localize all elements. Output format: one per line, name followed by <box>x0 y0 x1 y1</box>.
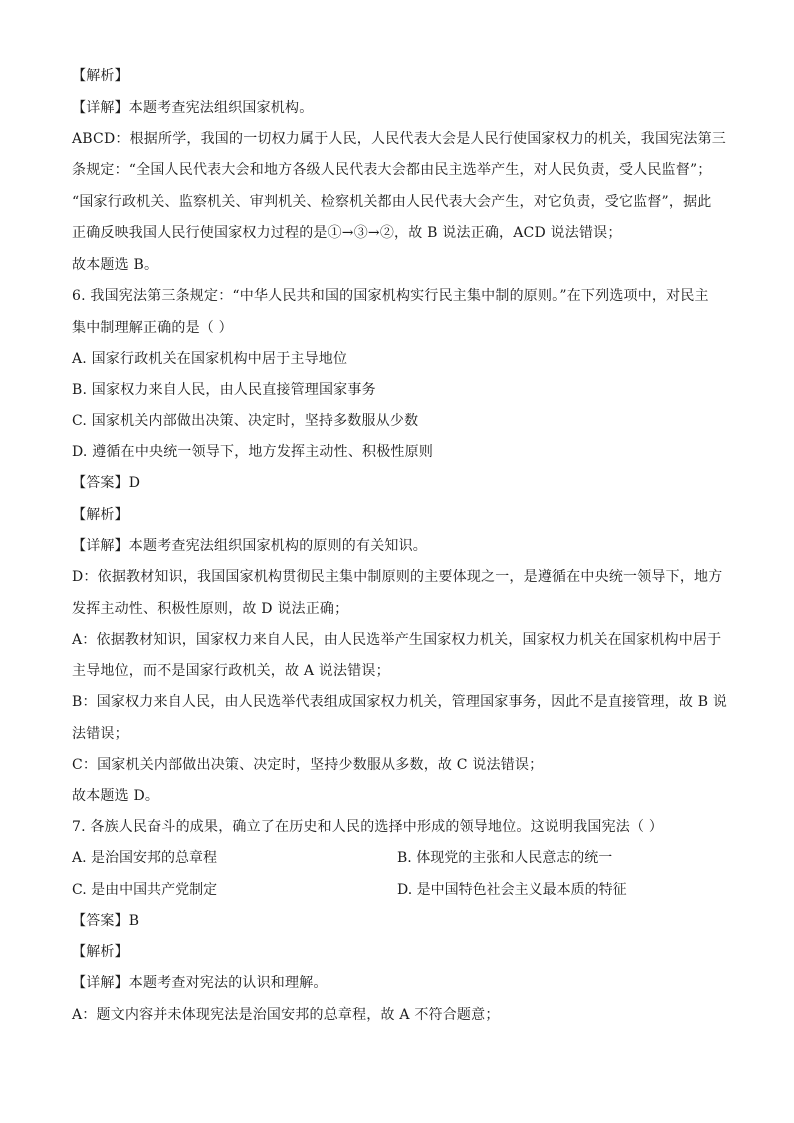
body-line: 正确反映我国人民行使国家权力过程的是①→③→②，故 B 说法正确，ACD 说法错误； <box>72 225 622 241</box>
answer-line: 【答案】B <box>72 913 140 929</box>
body-line: A：依据教材知识，国家权力来自人民，由人民选举产生国家权力机关，国家权力机关在国家机构中居于 <box>72 632 722 648</box>
body-line: 主导地位，而不是国家行政机关，故 A 说法错误； <box>72 663 390 679</box>
body-line: A：题文内容并未体现宪法是治国安邦的总章程，故 A 不符合题意； <box>72 1007 500 1023</box>
body-line: ABCD：根据所学，我国的一切权力属于人民，人民代表大会是人民行使国家权力的机关，我国宪法第三 <box>72 131 726 147</box>
question-7-stem: 7. 各族人民奋斗的成果，确立了在历史和人民的选择中形成的领导地位。这说明我国宪法（ ） <box>72 819 664 835</box>
body-line: D：依据教材知识，我国国家机构贯彻民主集中制原则的主要体现之一，是遵循在中央统一领导下，地方 <box>72 569 723 585</box>
q7-option-d: D. 是中国特色社会主义最本质的特征 <box>397 882 627 898</box>
body-line: C：国家机关内部做出决策、决定时，坚持少数服从多数，故 C 说法错误； <box>72 757 544 773</box>
q6-option-b: B. 国家权力来自人民，由人民直接管理国家事务 <box>72 382 376 398</box>
detail-line: 【详解】本题考查对宪法的认识和理解。 <box>72 975 328 991</box>
q6-option-c: C. 国家机关内部做出决策、决定时，坚持多数服从少数 <box>72 413 419 429</box>
conclusion-line: 故本题选 D。 <box>72 788 160 804</box>
body-line: 条规定：“全国人民代表大会和地方各级人民代表大会都由民主选举产生，对人民负责，受人民监督”； <box>72 162 712 178</box>
body-line: 发挥主动性、积极性原则，故 D 说法正确； <box>72 601 349 617</box>
analysis-heading: 【解析】 <box>72 68 129 84</box>
q7-option-c: C. 是由中国共产党制定 <box>72 882 218 898</box>
detail-line: 【详解】本题考查宪法组织国家机构的原则的有关知识。 <box>72 538 427 554</box>
body-line: “国家行政机关、监察机关、审判机关、检察机关都由人民代表大会产生，对它负责，受它监督”，据此 <box>72 194 712 210</box>
question-6-stem-cont: 集中制理解正确的是（ ） <box>72 320 233 336</box>
answer-line: 【答案】D <box>72 475 141 491</box>
q7-option-b: B. 体现党的主张和人民意志的统一 <box>397 850 613 866</box>
detail-line: 【详解】本题考查宪法组织国家机构。 <box>72 100 314 116</box>
analysis-heading: 【解析】 <box>72 944 129 960</box>
q6-option-d: D. 遵循在中央统一领导下，地方发挥主动性、积极性原则 <box>72 444 434 460</box>
analysis-heading: 【解析】 <box>72 507 129 523</box>
question-6-stem: 6. 我国宪法第三条规定：“中华人民共和国的国家机构实行民主集中制的原则。”在下列选项中，对民主 <box>72 288 709 304</box>
q6-option-a: A. 国家行政机关在国家机构中居于主导地位 <box>72 351 348 367</box>
body-line: 法错误； <box>72 726 129 742</box>
conclusion-line: 故本题选 B。 <box>72 257 159 273</box>
body-line: B：国家权力来自人民，由人民选举代表组成国家权力机关，管理国家事务，因此不是直接管理，故 B 说 <box>72 694 728 710</box>
q7-option-a: A. 是治国安邦的总章程 <box>72 850 218 866</box>
